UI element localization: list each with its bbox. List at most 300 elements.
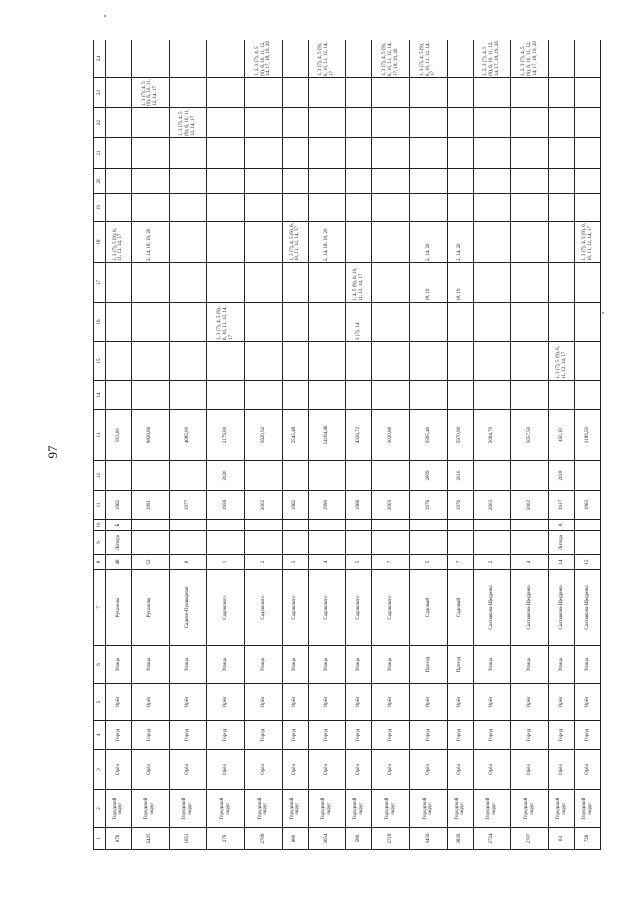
table-cell [245, 381, 283, 410]
table-cell [169, 263, 207, 303]
column-header-18: 18 [94, 222, 106, 263]
table-cell [282, 169, 308, 194]
table-cell [131, 520, 169, 531]
table-cell: 4326,72 [346, 410, 372, 461]
table-cell: 1976 [447, 491, 473, 520]
table-cell: Город [131, 721, 169, 750]
table-cell: Улица [106, 646, 132, 684]
table-cell [245, 263, 283, 303]
table-cell [575, 531, 601, 555]
table-cell: Орёл [282, 750, 308, 790]
table-cell: 1962 [282, 491, 308, 520]
table-cell: 1, 3 (7), 4, 5 (9), 6, 10, 11, 12, 14, 17 [207, 303, 245, 342]
table-cell [106, 342, 132, 381]
table-cell [131, 303, 169, 342]
table-cell [282, 303, 308, 342]
column-header-9: 9 [94, 531, 106, 555]
table-cell: 3 (7), 14 [346, 303, 372, 342]
table-cell: Город [245, 721, 283, 750]
table-cell: Городской округ [473, 790, 511, 828]
table-row [575, 40, 601, 850]
table-cell: 1976 [410, 491, 448, 520]
table-cell: Город [410, 721, 448, 750]
table-cell: 3189,50 [575, 410, 601, 461]
table-cell: 2009 [410, 461, 448, 491]
table-cell: Орёл [131, 750, 169, 790]
table-cell [169, 78, 207, 108]
table-cell [511, 303, 549, 342]
table-cell [372, 263, 410, 303]
table-cell [447, 138, 473, 169]
table-cell: Орёл [473, 750, 511, 790]
table-row [372, 40, 410, 850]
table-cell [447, 40, 473, 78]
table-cell [549, 303, 575, 342]
table-cell: 1, 3 (7), 4, 5 (9), 6, 10, 11, 12, 14, 17 [282, 222, 308, 263]
table-cell: 2724 [473, 828, 511, 850]
table-cell: Салтыкова-Щедрина [473, 570, 511, 646]
table-row [511, 40, 549, 850]
table-cell [131, 138, 169, 169]
table-cell: 52 [131, 555, 169, 570]
table-cell: Орёл [549, 750, 575, 790]
table-cell: Садовского [207, 570, 245, 646]
table-cell [106, 138, 132, 169]
table-cell [549, 222, 575, 263]
table-cell: Город [106, 721, 132, 750]
table-cell: 18, 19 [410, 263, 448, 303]
table-cell [473, 461, 511, 491]
column-header-14: 14 [94, 381, 106, 410]
table-cell [308, 78, 346, 108]
table-cell [245, 108, 283, 138]
table-cell: 18, 19 [447, 263, 473, 303]
table-cell: Русанова [106, 570, 132, 646]
scan-speck [104, 15, 106, 17]
table-cell [308, 138, 346, 169]
column-header-21: 21 [94, 138, 106, 169]
table-cell [410, 138, 448, 169]
table-cell [131, 342, 169, 381]
table-cell [372, 78, 410, 108]
table-cell [308, 381, 346, 410]
table-cell: 2545,48 [282, 410, 308, 461]
column-header-3: 3 [94, 750, 106, 790]
table-cell [346, 108, 372, 138]
table-cell [308, 108, 346, 138]
column-header-5: 5 [94, 684, 106, 721]
table-cell: 1, 3 (7), 5 (9), 6, 11, 12, 14, 17 [549, 342, 575, 381]
table-cell [169, 222, 207, 263]
table-cell: 2425 [131, 828, 169, 850]
table-cell: Город [575, 721, 601, 750]
table-body [106, 40, 601, 850]
table-cell [575, 40, 601, 78]
table-cell: 2002 [511, 491, 549, 520]
table-cell [131, 461, 169, 491]
table-cell: Садовского [372, 570, 410, 646]
table-cell: 726 [575, 828, 601, 850]
table-cell: 1956 [207, 491, 245, 520]
column-header-13: 13 [94, 410, 106, 461]
table-cell: Город [372, 721, 410, 750]
table-cell: Орёл [575, 684, 601, 721]
table-cell: Улица [207, 646, 245, 684]
table-cell [308, 342, 346, 381]
table-cell: 6 [169, 555, 207, 570]
table-cell [346, 40, 372, 78]
column-header-6: 6 [94, 646, 106, 684]
table-cell [511, 263, 549, 303]
table-cell [447, 78, 473, 108]
table-cell: Городской округ [511, 790, 549, 828]
table-cell [207, 222, 245, 263]
table-cell: 5057,50 [511, 410, 549, 461]
table-cell [245, 342, 283, 381]
table-cell [106, 108, 132, 138]
table-cell: 2003 [473, 491, 511, 520]
table-cell: 1977 [169, 491, 207, 520]
table-cell: Город [549, 721, 575, 750]
table-cell [346, 381, 372, 410]
table-cell: 1, 3 (7), 5 (9), 6, 11, 12, 14, 17 [106, 222, 132, 263]
table-cell [207, 194, 245, 222]
table-cell: Город [308, 721, 346, 750]
table-cell [169, 381, 207, 410]
table-cell: Улица [282, 646, 308, 684]
table-row [447, 40, 473, 850]
table-cell: Орёл [346, 684, 372, 721]
table-cell: 4085,00 [169, 410, 207, 461]
table-cell: Город [473, 721, 511, 750]
table-cell [207, 40, 245, 78]
table-cell: Орёл [106, 750, 132, 790]
table-cell: 4 [308, 555, 346, 570]
table-cell: Улица [372, 646, 410, 684]
table-cell: Город [447, 721, 473, 750]
table-cell: Городской округ [169, 790, 207, 828]
table-row [549, 40, 575, 850]
table-cell [106, 461, 132, 491]
table-cell: 1, 2, 3 (7), 4, 5 (9), 6, 10, 11, 12, 14, 17, 18, 19, 20 [511, 40, 549, 78]
column-header-24: 24 [94, 40, 106, 78]
table-cell: Улица [511, 646, 549, 684]
table-cell [511, 531, 549, 555]
table-cell [372, 461, 410, 491]
table-cell [106, 194, 132, 222]
table-cell [282, 138, 308, 169]
table-cell: 5 [346, 555, 372, 570]
table-cell [473, 342, 511, 381]
table-cell [473, 520, 511, 531]
table-cell [207, 531, 245, 555]
table-cell: 5 [410, 555, 448, 570]
table-cell [575, 381, 601, 410]
table-cell: Улица [575, 646, 601, 684]
table-cell [346, 342, 372, 381]
table-cell: 2708 [245, 828, 283, 850]
table-cell [169, 40, 207, 78]
table-cell: Орёл [207, 684, 245, 721]
table-row [169, 40, 207, 850]
table-cell: Садовского [282, 570, 308, 646]
table-cell: Городской округ [245, 790, 283, 828]
table-cell: 1966 [346, 491, 372, 520]
table-cell [106, 169, 132, 194]
table-cell [473, 222, 511, 263]
table-cell: Улица [245, 646, 283, 684]
table-cell: Орёл [410, 684, 448, 721]
table-cell [207, 520, 245, 531]
table-cell [282, 461, 308, 491]
table-cell [511, 520, 549, 531]
table-cell: Проезд [410, 646, 448, 684]
table-cell [473, 169, 511, 194]
table-row [245, 40, 283, 850]
table-cell [282, 520, 308, 531]
table-cell: 2179,00 [207, 410, 245, 461]
table-cell [549, 194, 575, 222]
table-cell: Городской округ [308, 790, 346, 828]
table-cell [131, 531, 169, 555]
table-cell [410, 194, 448, 222]
table-cell: Садовского [346, 570, 372, 646]
table-cell: Орёл [549, 684, 575, 721]
table-cell [447, 342, 473, 381]
column-header-15: 15 [94, 342, 106, 381]
table-cell: Орёл [106, 684, 132, 721]
table-cell: А [549, 520, 575, 531]
table-cell [207, 78, 245, 108]
table-cell [372, 303, 410, 342]
column-header-16: 16 [94, 303, 106, 342]
table-cell [207, 169, 245, 194]
table-cell [447, 108, 473, 138]
table-cell [245, 78, 283, 108]
table-cell [282, 381, 308, 410]
table-cell [346, 78, 372, 108]
table-cell: 3020,60 [372, 410, 410, 461]
table-cell [308, 461, 346, 491]
table-cell [346, 138, 372, 169]
table-cell [372, 194, 410, 222]
table-cell: 2, 14, 20 [410, 222, 448, 263]
table-cell: Садовый [447, 570, 473, 646]
table-cell [473, 108, 511, 138]
column-header-2: 2 [94, 790, 106, 828]
column-header-7: 7 [94, 570, 106, 646]
table-cell [169, 461, 207, 491]
table-cell [346, 169, 372, 194]
table-cell: 5970,90 [447, 410, 473, 461]
table-cell [245, 461, 283, 491]
table-cell [575, 78, 601, 108]
table-cell: Литера [106, 531, 132, 555]
table-cell [447, 381, 473, 410]
table-cell [410, 531, 448, 555]
table-cell [410, 108, 448, 138]
table-cell: 1, 3 (7), 4, 5 (9), 6, 10, 11, 12, 14, 17 [410, 40, 448, 78]
table-cell: Садовый [410, 570, 448, 646]
table-cell: Садовского [245, 570, 283, 646]
table-cell [282, 194, 308, 222]
table-cell [575, 108, 601, 138]
table-cell: Орёл [131, 684, 169, 721]
table-cell: Городской округ [410, 790, 448, 828]
table-cell: Садовского [308, 570, 346, 646]
table-cell: 1, 2, 3 (7), 4, 5 (9), 6, 10, 11, 12, 14, 17, 18, 19, 20 [473, 40, 511, 78]
table-cell: Городской округ [346, 790, 372, 828]
table-cell: Городской округ [131, 790, 169, 828]
table-row [106, 40, 132, 850]
table-cell [549, 381, 575, 410]
table-cell [511, 342, 549, 381]
table-cell [447, 531, 473, 555]
table-cell [346, 520, 372, 531]
table-cell: Городской округ [447, 790, 473, 828]
table-cell: 1, 2, 3 (7), 4, 5 (9), 6, 10, 11, 12, 14, 17, 18, 19, 20 [245, 40, 283, 78]
table-cell [169, 531, 207, 555]
table-cell: Улица [346, 646, 372, 684]
table-cell [372, 381, 410, 410]
table-cell [372, 520, 410, 531]
column-header-20: 20 [94, 169, 106, 194]
table-cell: 5620,92 [245, 410, 283, 461]
table-cell: 7 [447, 555, 473, 570]
table-row [410, 40, 448, 850]
table-cell: 2 [245, 555, 283, 570]
column-header-12: 12 [94, 461, 106, 491]
table-cell [169, 169, 207, 194]
table-cell: Орёл [282, 684, 308, 721]
table-cell: Орёл [169, 750, 207, 790]
column-header-8: 8 [94, 555, 106, 570]
table-cell [549, 78, 575, 108]
table-cell: 1651 [169, 828, 207, 850]
table-cell [245, 531, 283, 555]
table-cell [207, 138, 245, 169]
table-cell: 450,10 [549, 410, 575, 461]
table-cell: 3 [282, 555, 308, 570]
table-cell: Литера [549, 531, 575, 555]
table-cell [473, 381, 511, 410]
table-cell [410, 342, 448, 381]
table-cell: Орёл [372, 684, 410, 721]
table-cell: 3456 [410, 828, 448, 850]
table-cell: 2, 14, 18, 19, 20 [308, 222, 346, 263]
table-cell: 48 [106, 555, 132, 570]
table-cell: 1 [207, 555, 245, 570]
column-header-17: 17 [94, 263, 106, 303]
table-row [131, 40, 169, 850]
table-cell: Город [282, 721, 308, 750]
table-cell: Городской округ [372, 790, 410, 828]
table-cell: 2010 [447, 461, 473, 491]
table-cell [473, 78, 511, 108]
table-cell [410, 381, 448, 410]
table-cell [372, 169, 410, 194]
table-cell: Городской округ [106, 790, 132, 828]
table-cell [282, 263, 308, 303]
table-header [94, 40, 106, 850]
table-stage [93, 40, 601, 850]
table-cell: 1, 4, 5 (9), 6, 10, 11, 12, 14, 17 [346, 263, 372, 303]
table-cell: 2654 [308, 828, 346, 850]
column-header-4: 4 [94, 721, 106, 750]
table-cell [575, 520, 601, 531]
table-cell [511, 381, 549, 410]
table-cell: Орёл [511, 750, 549, 790]
table-cell [282, 342, 308, 381]
table-cell: Улица [131, 646, 169, 684]
table-cell [106, 78, 132, 108]
scan-speck [602, 312, 604, 314]
table-cell: 2718 [372, 828, 410, 850]
table-cell [549, 169, 575, 194]
table-cell: 1917 [549, 491, 575, 520]
table-cell: Орёл [207, 750, 245, 790]
table-cell [575, 194, 601, 222]
rotated-sheet [93, 40, 601, 850]
table-cell: Орёл [511, 684, 549, 721]
table-cell [346, 194, 372, 222]
register-table [93, 40, 601, 850]
table-cell: 1, 3 (7), 4, 5 (9), 6, 10, 11, 12, 14, 17, 18, 19, 20 [372, 40, 410, 78]
table-cell [575, 263, 601, 303]
table-cell [308, 263, 346, 303]
table-cell: Орёл [245, 750, 283, 790]
table-cell: Б [106, 520, 132, 531]
table-cell: Город [169, 721, 207, 750]
table-cell: Улица [549, 646, 575, 684]
table-cell: Орёл [372, 750, 410, 790]
table-cell: 4 [511, 555, 549, 570]
table-cell [473, 263, 511, 303]
table-cell [549, 108, 575, 138]
table-cell: Орёл [308, 750, 346, 790]
table-cell [447, 520, 473, 531]
table-cell: Город [511, 721, 549, 750]
table-cell: Орёл [447, 684, 473, 721]
table-cell [511, 169, 549, 194]
table-cell [131, 108, 169, 138]
table-cell [575, 169, 601, 194]
table-cell: 7 [372, 555, 410, 570]
table-cell [549, 263, 575, 303]
table-cell [575, 138, 601, 169]
table-row [282, 40, 308, 850]
table-cell: 5995,40 [410, 410, 448, 461]
table-cell [511, 78, 549, 108]
table-cell: 2018 [549, 461, 575, 491]
table-cell [410, 303, 448, 342]
table-cell [549, 138, 575, 169]
table-cell: 953,00 [106, 410, 132, 461]
column-header-1: 1 [94, 828, 106, 850]
page-number: 97 [45, 445, 60, 459]
table-cell [207, 342, 245, 381]
table-cell [131, 263, 169, 303]
table-cell: 589 [346, 828, 372, 850]
column-header-23: 23 [94, 78, 106, 108]
table-cell [473, 194, 511, 222]
table-row [308, 40, 346, 850]
table-cell: Орёл [473, 684, 511, 721]
table-cell [473, 531, 511, 555]
table-cell [131, 169, 169, 194]
table-cell [410, 78, 448, 108]
table-cell [131, 381, 169, 410]
